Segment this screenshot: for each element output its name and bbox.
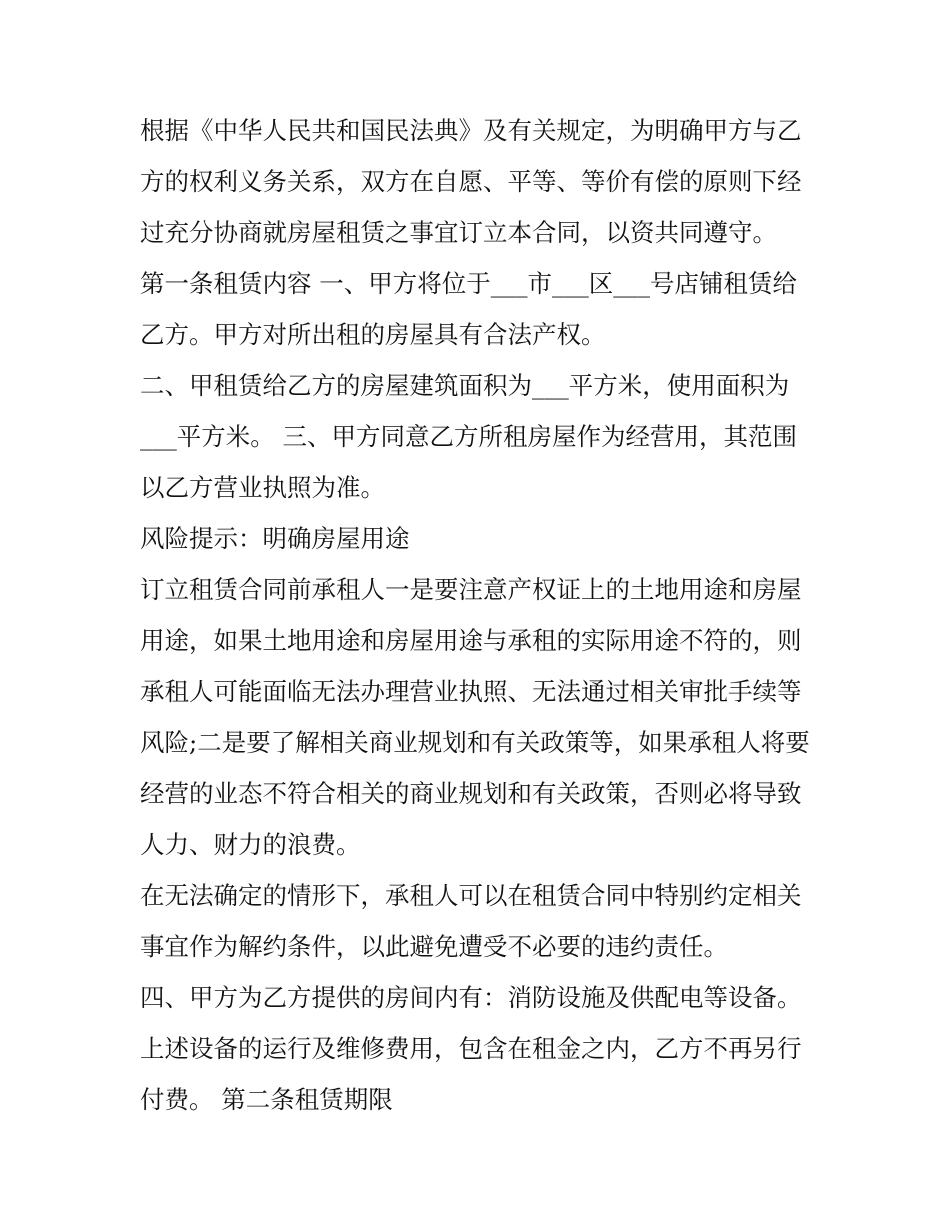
paragraph-area-and-use: 二、甲租赁给乙方的房屋建筑面积为___平方米，使用面积为___平方米。 三、甲方同意乙方所租房屋作为经营用，其范围以乙方营业执照为准。 bbox=[140, 371, 798, 502]
document-body bbox=[140, 105, 820, 1125]
paragraph-preamble: 根据《中华人民共和国民法典》及有关规定，为明确甲方与乙方的权利义务关系，双方在自愿、平等、等价有偿的原则下经过充分协商就房屋租赁之事宜订立本合同，以资共同遵守。 bbox=[140, 116, 802, 247]
paragraph-termination-condition: 在无法确定的情形下，承租人可以在租赁合同中特别约定相关事宜作为解约条件，以此避免遭受不必要的违约责任。 bbox=[140, 881, 802, 961]
paragraph-facilities: 四、甲方为乙方提供的房间内有：消防设施及供配电等设备。上述设备的运行及维修费用，包含在租金之内，乙方不再另行付费。 第二条租赁期限 bbox=[140, 983, 802, 1114]
paragraph-article-one: 第一条租赁内容 一、甲方将位于___市___区___号店铺租赁给乙方。甲方对所出租的房屋具有合法产权。 bbox=[140, 269, 798, 349]
paragraph-risk-heading: 风险提示：明确房屋用途 bbox=[140, 524, 410, 553]
paragraph-risk-detail: 订立租赁合同前承租人一是要注意产权证上的土地用途和房屋用途，如果土地用途和房屋用途与承租的实际用途不符的，则承租人可能面临无法办理营业执照、无法通过相关审批手续等风险;二是要了解相关商业规划和有关政策等，如果承租人将要经营的业态不符合相关的商业规划和有关政策，否则必将导致人力、财力的浪费。 bbox=[140, 575, 810, 859]
